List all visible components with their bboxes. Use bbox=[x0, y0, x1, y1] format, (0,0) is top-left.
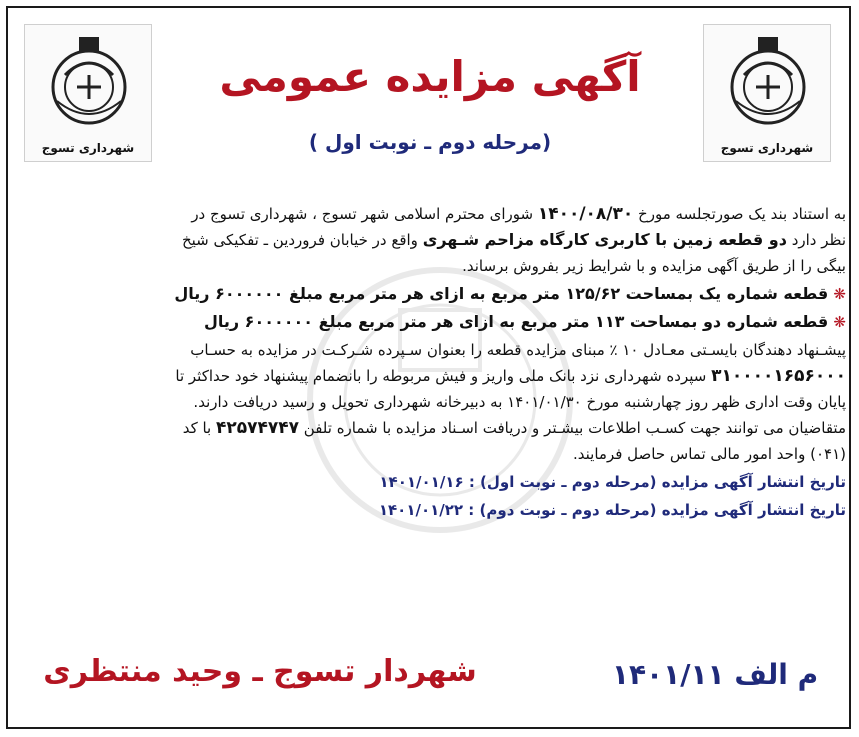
logo-caption: شهرداری تسوج bbox=[41, 141, 135, 155]
session-date: ۱۴۰۰/۰۸/۳۰ bbox=[537, 204, 634, 224]
body-line-1: به استناد بند یک صورتجلسه مورخ ۱۴۰۰/۰۸/۳۰ شورای محترم اسلامی شهر تسوج ، شهرداری تسوج در bbox=[191, 204, 846, 224]
notice-title: آگهی مزایده عمومی bbox=[219, 52, 641, 101]
body-line-7: متقاضیان می توانند جهت کسـب اطلاعات بیشـتر و دریافت اسـناد مزایده با شماره تلفن ۴۲۵۷۴۷۴۷ با کد bbox=[182, 418, 846, 438]
reference-code: م الف ۱۴۰۱/۱۱ bbox=[611, 658, 819, 691]
mayor-signature: شهردار تسوج ـ وحید منتظری bbox=[43, 654, 477, 689]
logo-caption: شهرداری تسوج bbox=[720, 141, 814, 155]
plot-item-2: ❋ قطعه شماره دو بمساحت ۱۱۳ متر مربع به ازای هر متر مربع مبلغ ۶۰۰۰۰۰۰ ریال bbox=[203, 312, 846, 331]
body-line-5: ۳۱۰۰۰۰۱۶۵۶۰۰۰ سپرده شهرداری نزد بانک ملی واریز و فیش مربوطه را بانضمام پیشنهاد خود حداکثر تا bbox=[175, 366, 846, 386]
body-line-2: نظر دارد دو قطعه زمین با کاربری کارگاه مزاحم شـهری واقع در خیابان فروردین ـ تفکیکی شیخ bbox=[181, 230, 846, 249]
emblem-icon bbox=[718, 31, 818, 131]
body-line-8: (۰۴۱) واحد امور مالی تماس حاصل فرمایند. bbox=[573, 445, 846, 463]
plots-description: دو قطعه زمین با کاربری کارگاه مزاحم شـهری bbox=[422, 230, 787, 249]
phone-number: ۴۲۵۷۴۷۴۷ bbox=[216, 418, 300, 438]
body-line-6: پایان وقت اداری ظهر روز چهارشنبه مورخ ۱۴۰۱/۰۱/۳۰ به دبیرخانه شهرداری تحویل و رسید دریافت دارند. bbox=[193, 393, 846, 411]
bullet-icon: ❋ bbox=[828, 285, 846, 303]
account-number: ۳۱۰۰۰۰۱۶۵۶۰۰۰ bbox=[711, 366, 846, 386]
emblem-icon bbox=[39, 31, 139, 131]
publish-date-2: تاریخ انتشار آگهی مزایده (مرحله دوم ـ نوبت دوم) : ۱۴۰۱/۰۱/۲۲ bbox=[378, 501, 846, 519]
publish-date-1: تاریخ انتشار آگهی مزایده (مرحله دوم ـ نوبت اول) : ۱۴۰۱/۰۱/۱۶ bbox=[379, 473, 846, 491]
municipality-logo-left bbox=[24, 24, 152, 162]
municipality-logo-right bbox=[703, 24, 831, 162]
plot-item-1: ❋ قطعه شماره یک بمساحت ۱۲۵/۶۲ متر مربع به ازای هر متر مربع مبلغ ۶۰۰۰۰۰۰ ریال bbox=[174, 284, 846, 303]
body-line-4: پیشـنهاد دهندگان بایسـتی معـادل ۱۰ ٪ مبنای مزایده قطعه را بعنوان سـپرده شـرکـت در مزایده به حسـاب bbox=[190, 341, 846, 359]
bullet-icon: ❋ bbox=[828, 313, 846, 331]
notice-subtitle: (مرحله دوم ـ نوبت اول ) bbox=[308, 130, 552, 154]
body-line-3: بیگی را از طریق آگهی مزایده و با شرایط زیر بفروش برساند. bbox=[462, 257, 846, 275]
